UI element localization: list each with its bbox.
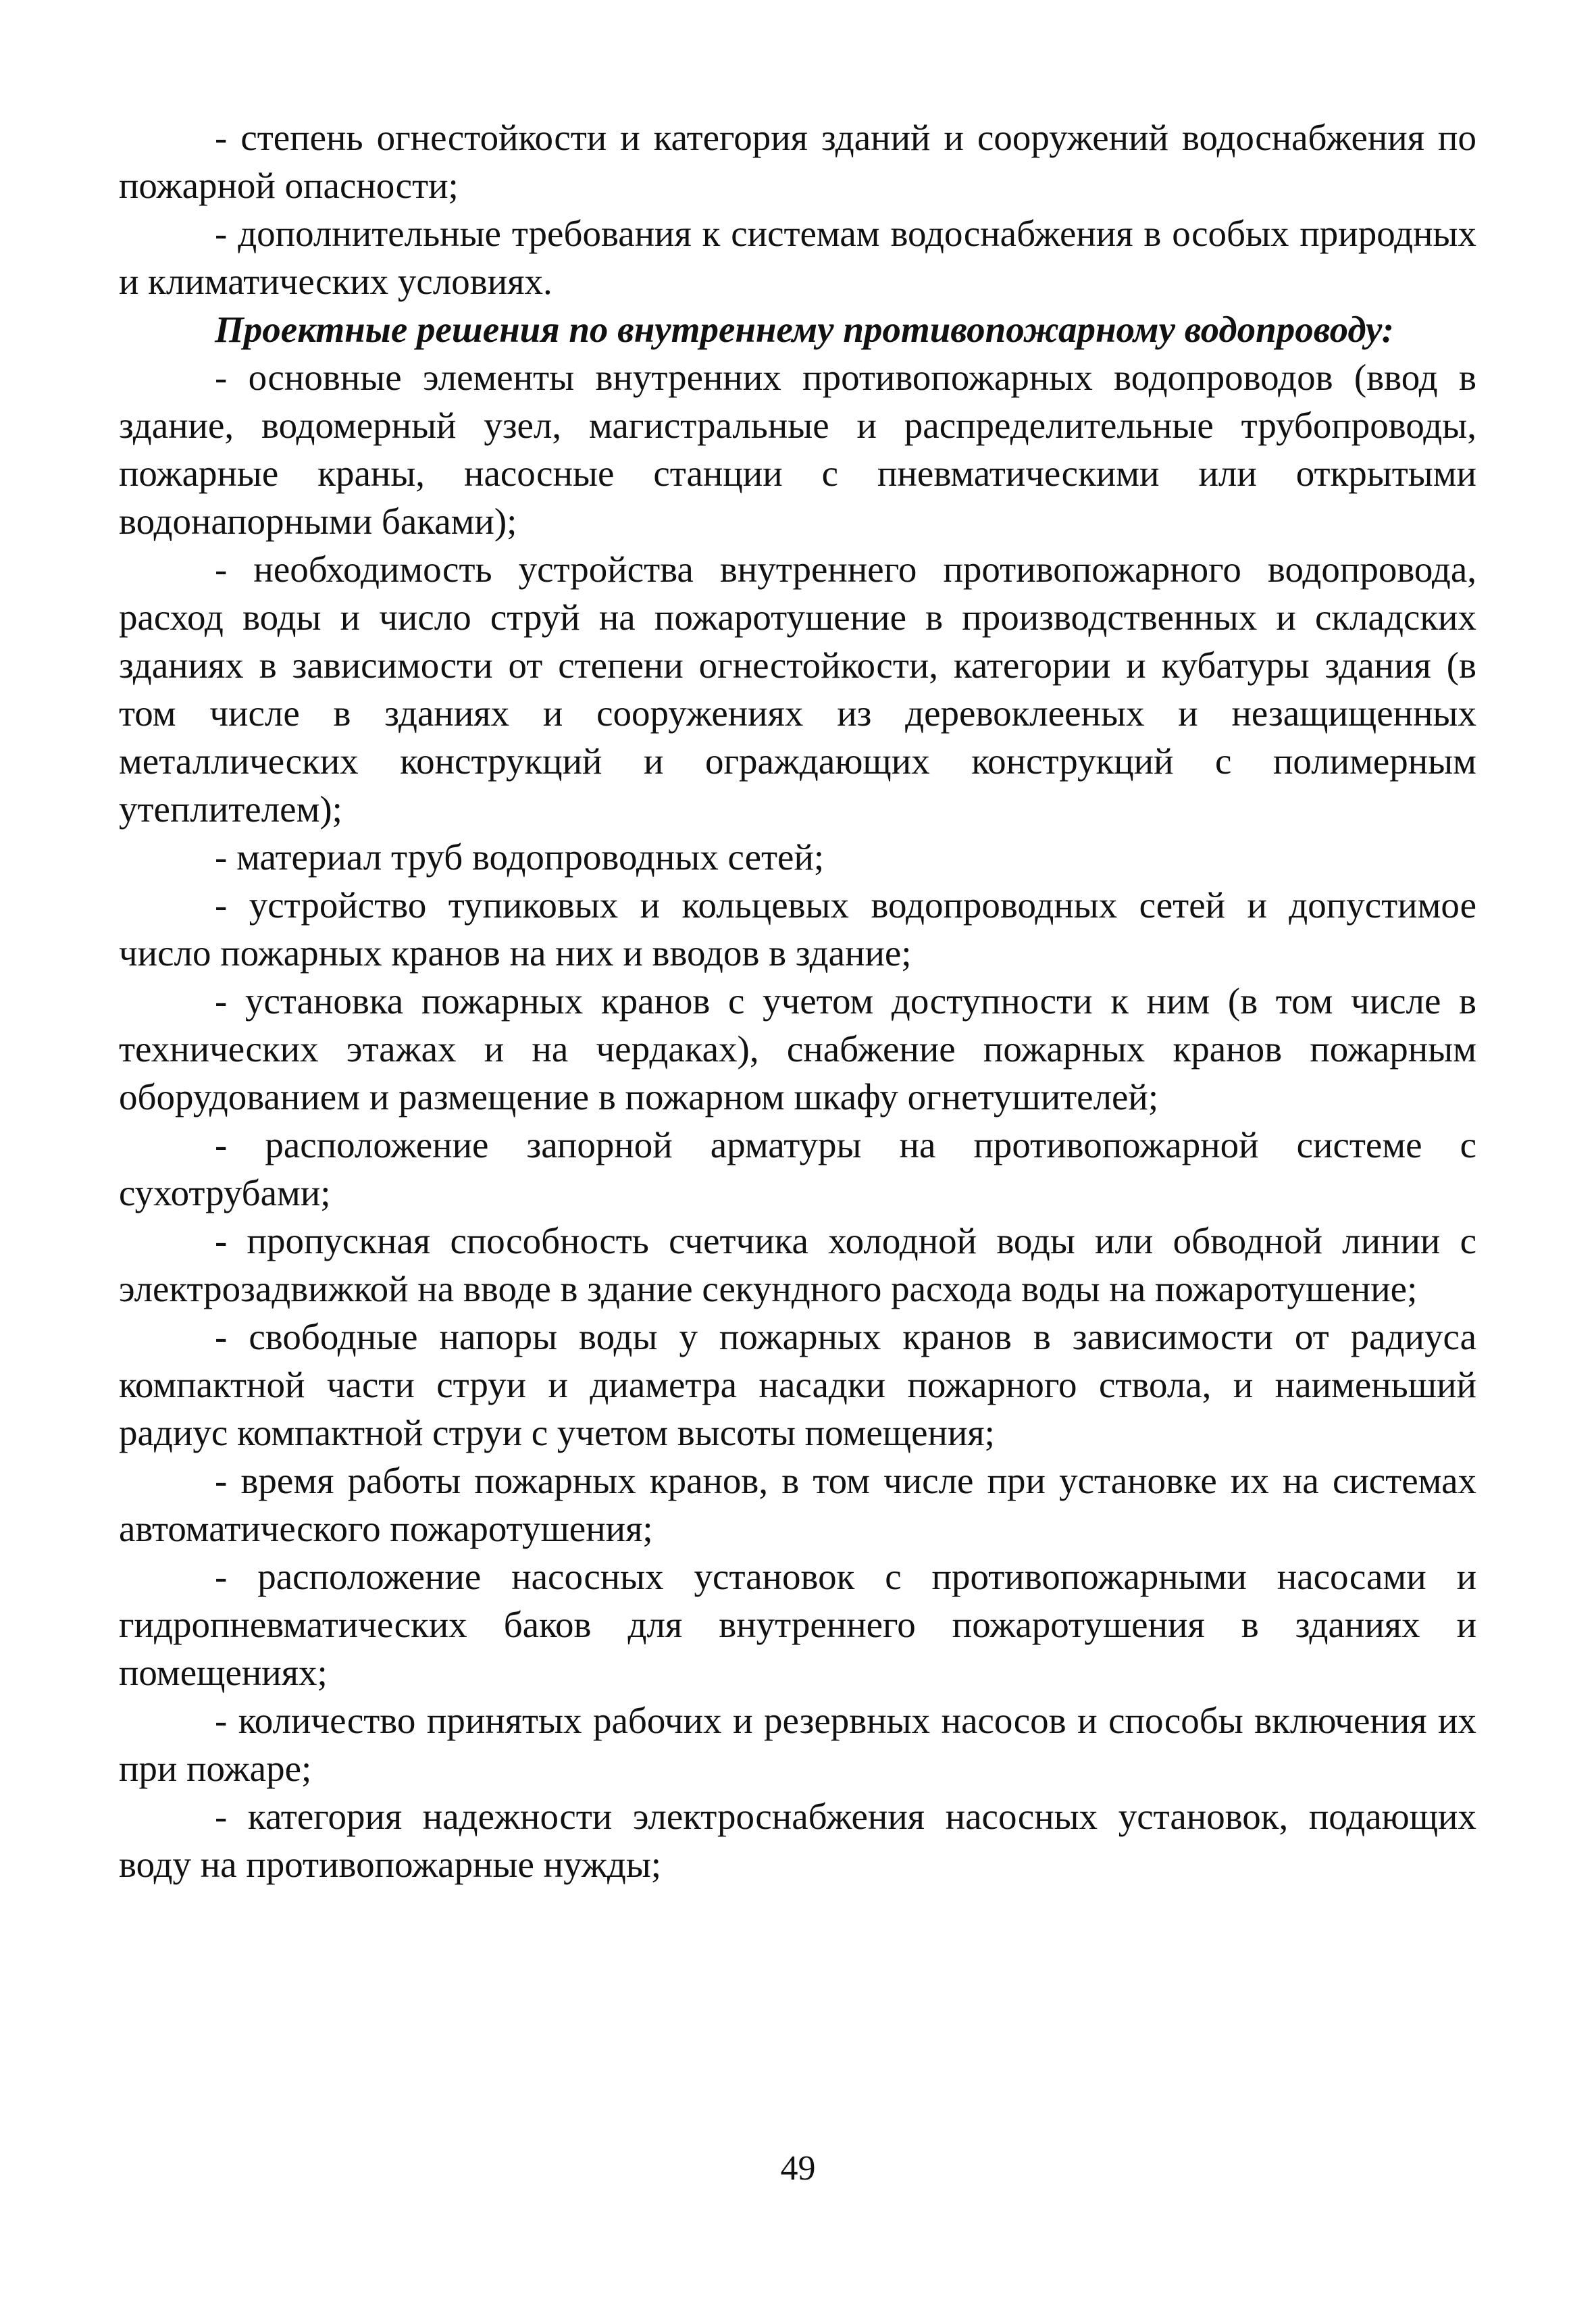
list-item: - количество принятых рабочих и резервных насосов и способы включения их при пожаре; [119,1700,1476,1789]
paragraph: - степень огнестойкости и категория зданий и сооружений водоснабжения по пожарной опасности; [119,117,1476,206]
list-item: - пропускная способность счетчика холодной воды или обводной линии с электрозадвижкой на вводе в здание секундного расхода воды на пожаротушение; [119,1220,1476,1309]
list-item: - устройство тупиковых и кольцевых водопроводных сетей и допустимое число пожарных кранов на них и вводов в здание; [119,884,1476,974]
page-number: 49 [780,2149,816,2188]
list-item: - время работы пожарных кранов, в том числе при установке их на системах автоматического пожаротушения; [119,1460,1476,1549]
list-item: - свободные напоры воды у пожарных кранов в зависимости от радиуса компактной части струи и диаметра насадки пожарного ствола, и наименьший радиус компактной струи с учетом высоты помещения; [119,1316,1476,1453]
body-text [119,114,1476,1888]
list-item: - материал труб водопроводных сетей; [215,836,825,878]
list-item: - расположение насосных установок с противопожарными насосами и гидропневматических баков для внутреннего пожаротушения в зданиях и помещениях; [119,1556,1476,1693]
list-item: - необходимость устройства внутреннего противопожарного водопровода, расход воды и число струй на пожаротушение в производственных и складских зданиях в зависимости от степени огнестойкости, категории и кубатуры здания (в том числе в зданиях и сооружениях из деревоклееных и незащищенных металлических конструкций и ограждающих конструкций с полимерным утеплителем); [119,549,1476,830]
list-item: - основные элементы внутренних противопожарных водопроводов (ввод в здание, водомерный узел, магистральные и распределительные трубопроводы, пожарные краны, насосные станции с пневматическими или открытыми водонапорными баками); [119,357,1476,542]
list-item: - установка пожарных кранов с учетом доступности к ним (в том числе в технических этажах и на чердаках), снабжение пожарных кранов пожарным оборудованием и размещение в пожарном шкафу огнетушителей; [119,980,1476,1117]
paragraph: - дополнительные требования к системам водоснабжения в особых природных и климатических условиях. [119,213,1476,302]
section-heading: Проектные решения по внутреннему противопожарному водопроводу: [215,309,1394,350]
list-item: - категория надежности электроснабжения насосных установок, подающих воду на противопожарные нужды; [119,1796,1476,1885]
list-item: - расположение запорной арматуры на противопожарной системе с сухотрубами; [119,1124,1476,1213]
